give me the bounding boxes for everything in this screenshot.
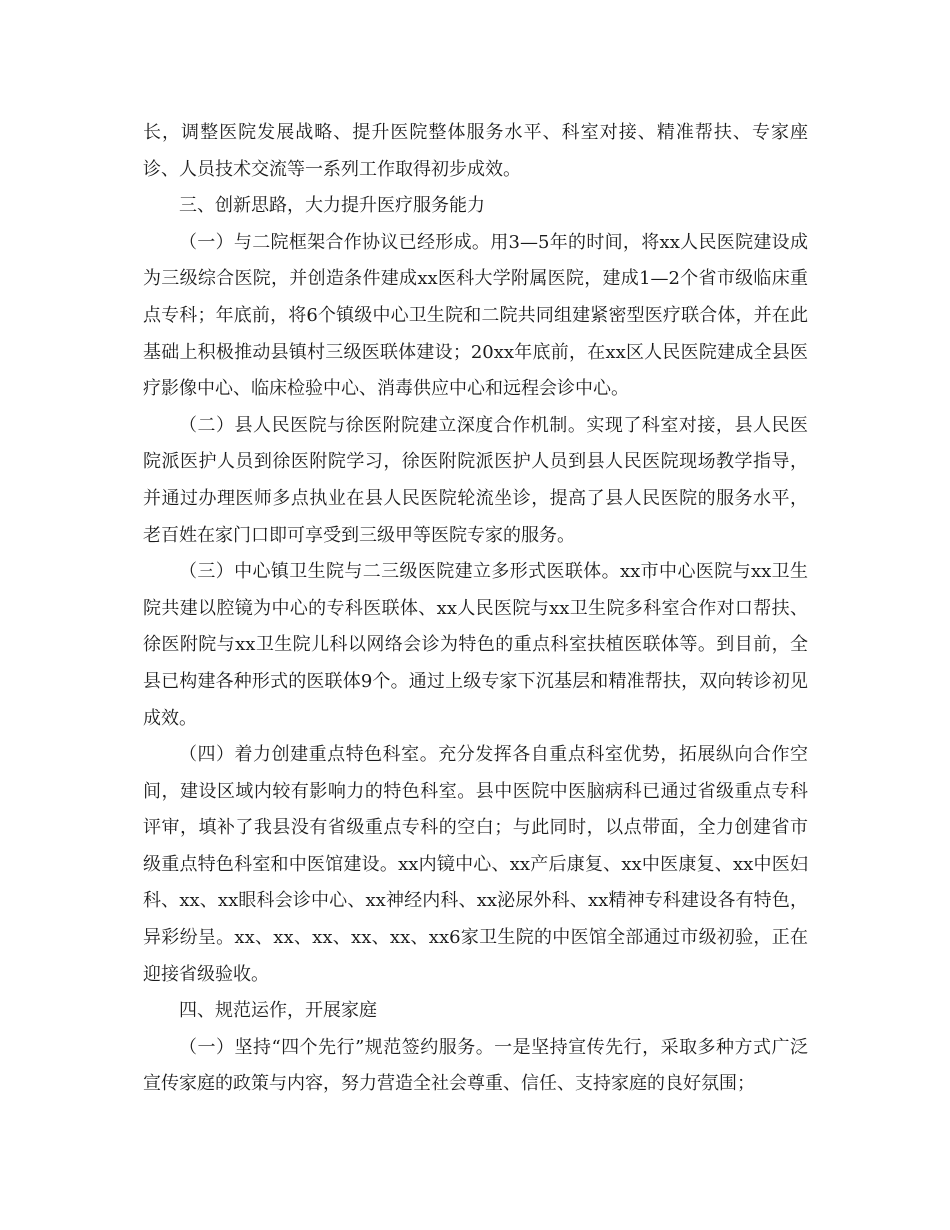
paragraph-4-1: （一）坚持“四个先行”规范签约服务。一是坚持宣传先行，采取多种方式广泛宣传家庭的政策与内容，努力营造全社会尊重、信任、支持家庭的良好氛围； [143,1036,808,1095]
section-heading-3: 三、创新思路，大力提升医疗服务能力 [179,195,485,217]
paragraph-continuation: 长，调整医院发展战略、提升医院整体服务水平、科室对接、精准帮扶、专家座诊、人员技术交流等一系列工作取得初步成效。 [143,122,808,180]
paragraph-3-3: （三）中心镇卫生院与二三级医院建立多形式医联体。xx市中心医院与xx卫生院共建以腔镜为中心的专科医联体、xx人民医院与xx卫生院多科室合作对口帮扶、徐医附院与xx卫生院儿科以网络会诊为特色的重点科室扶植医联体等。到目前，全县已构建各种形式的医联体9个。通过上级专家下沉基层和精准帮扶，双向转诊初见成效。 [143,561,808,729]
document-body [143,115,808,1103]
paragraph-3-4: （四）着力创建重点特色科室。充分发挥各自重点科室优势，拓展纵向合作空间，建设区域内较有影响力的特色科室。县中医院中医脑病科已通过省级重点专科评审，填补了我县没有省级重点专科的空白；与此同时，以点带面，全力创建省市级重点特色科室和中医馆建设。xx内镜中心、xx产后康复、xx中医康复、xx中医妇科、xx、xx眼科会诊中心、xx神经内科、xx泌尿外科、xx精神专科建设各有特色，异彩纷呈。xx、xx、xx、xx、xx、xx6家卫生院的中医馆全部通过市级初验，正在迎接省级验收。 [143,744,808,985]
section-heading-4: 四、规范运作，开展家庭 [179,1000,377,1022]
paragraph-3-2: （二）县人民医院与徐医附院建立深度合作机制。实现了科室对接，县人民医院派医护人员到徐医附院学习，徐医附院派医护人员到县人民医院现场教学指导，并通过办理医师多点执业在县人民医院轮流坐诊，提高了县人民医院的服务水平，老百姓在家门口即可享受到三级甲等医院专家的服务。 [143,414,808,546]
paragraph-3-1: （一）与二院框架合作协议已经形成。用3—5年的时间，将xx人民医院建设成为三级综合医院，并创造条件建成xx医科大学附属医院，建成1—2个省市级临床重点专科；年底前，将6个镇级中心卫生院和二院共同组建紧密型医疗联合体，并在此基础上积极推动县镇村三级医联体建设；20xx年底前，在xx区人民医院建成全县医疗影像中心、临床检验中心、消毒供应中心和远程会诊中心。 [143,231,808,400]
